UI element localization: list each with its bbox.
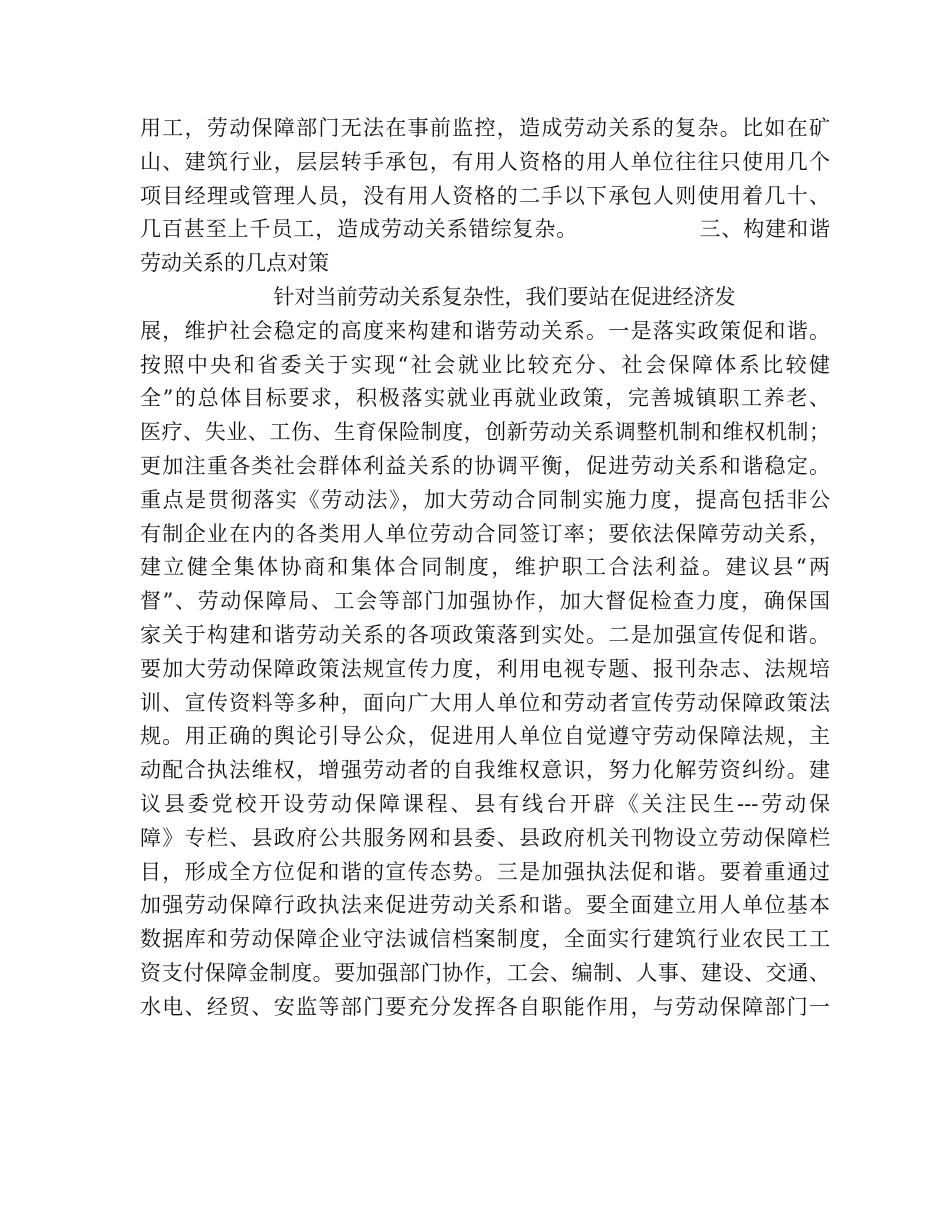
text-line: 建立健全集体协商和集体合同制度，维护职工合法利益。建议县“两 (140, 555, 830, 580)
text-line: 数据库和劳动保障企业守法诚信档案制度，全面实行建筑行业农民工工 (140, 927, 830, 952)
text-line: 目，形成全方位促和谐的宣传态势。三是加强执法促和谐。要着重通过 (140, 859, 830, 884)
text-line: 劳动关系的几点对策 (140, 251, 329, 276)
text-line: 督”、劳动保障局、工会等部门加强协作，加大督促检查力度，确保国 (140, 589, 830, 614)
text-line: 水电、经贸、安监等部门要充分发挥各自职能作用，与劳动保障部门一 (140, 994, 830, 1019)
text-line: 项目经理或管理人员，没有用人资格的二手以下承包人则使用着几十、 (140, 183, 830, 208)
text-line: 有制企业在内的各类用人单位劳动合同签订率；要依法保障劳动关系， (140, 521, 830, 546)
text-line: 资支付保障金制度。要加强部门协作，工会、编制、人事、建设、交通、 (140, 960, 830, 985)
text-line: 山、建筑行业，层层转手承包，有用人资格的用人单位往往只使用几个 (140, 149, 830, 174)
text-line: 要加大劳动保障政策法规宣传力度，利用电视专题、报刊杂志、法规培 (140, 656, 830, 681)
text-line: 展，维护社会稳定的高度来构建和谐劳动关系。一是落实政策促和谐。 (140, 318, 830, 343)
text-line: 议县委党校开设劳动保障课程、县有线台开辟《关注民生---劳动保 (140, 791, 830, 816)
text-line: 加强劳动保障行政执法来促进劳动关系和谐。要全面建立用人单位基本 (140, 893, 830, 918)
text-line: 按照中央和省委关于实现“社会就业比较充分、社会保障体系比较健 (140, 352, 830, 377)
text-line: 重点是贯彻落实《劳动法》，加大劳动合同制实施力度，提高包括非公 (140, 487, 830, 512)
text-line: 针对当前劳动关系复杂性，我们要站在促进经济发 (140, 284, 736, 309)
text-line: 医疗、失业、工伤、生育保险制度，创新劳动关系调整机制和维权机制； (140, 420, 830, 445)
text-line: 训、宣传资料等多种，面向广大用人单位和劳动者宣传劳动保障政策法 (140, 690, 830, 715)
text-line: 几百甚至上千员工，造成劳动关系错综复杂。 三、构建和谐 (140, 217, 830, 242)
text-line: 规。用正确的舆论引导公众，促进用人单位自觉遵守劳动保障法规，主 (140, 724, 830, 749)
text-line: 家关于构建和谐劳动关系的各项政策落到实处。二是加强宣传促和谐。 (140, 622, 830, 647)
body-text (140, 112, 830, 1025)
text-line: 用工，劳动保障部门无法在事前监控，造成劳动关系的复杂。比如在矿 (140, 116, 830, 140)
text-line: 全”的总体目标要求，积极落实就业再就业政策，完善城镇职工养老、 (140, 386, 830, 411)
text-line: 障》专栏、县政府公共服务网和县委、县政府机关刊物设立劳动保障栏 (140, 825, 830, 850)
text-line: 更加注重各类社会群体利益关系的协调平衡，促进劳动关系和谐稳定。 (140, 453, 830, 478)
text-line: 动配合执法维权，增强劳动者的自我维权意识，努力化解劳资纠纷。建 (140, 758, 830, 783)
